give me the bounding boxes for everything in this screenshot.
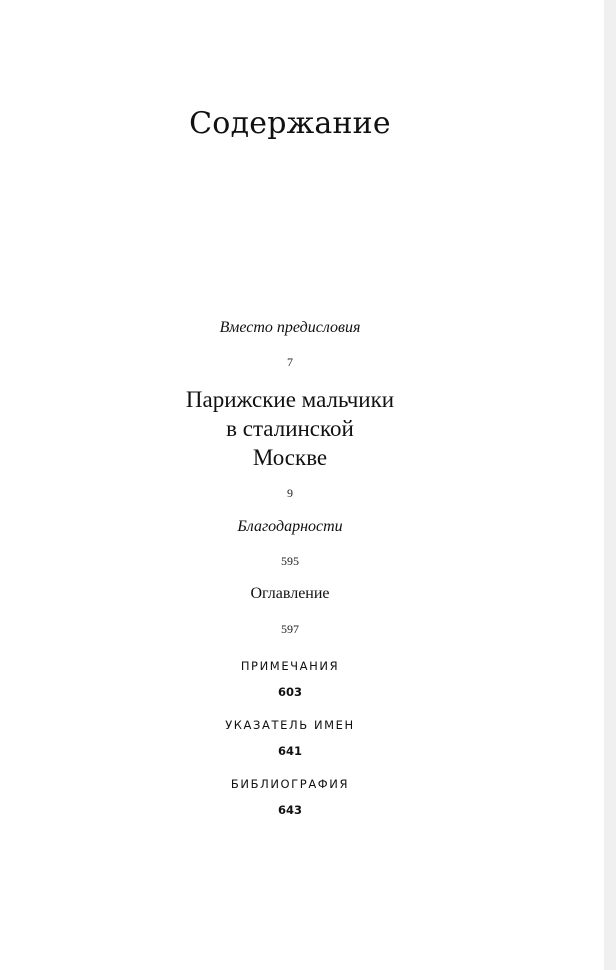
toc-page-number: 643 bbox=[277, 803, 302, 817]
toc-entry-contents: Оглавление bbox=[250, 585, 330, 602]
toc-entry-notes: ПРИМЕЧАНИЯ bbox=[240, 659, 340, 673]
toc-entry-main-line-2: в сталинской bbox=[226, 416, 354, 441]
toc-entry-index: УКАЗАТЕЛЬ ИМЕН bbox=[225, 718, 355, 732]
toc-page-number: 597 bbox=[281, 622, 299, 636]
toc-page-number: 9 bbox=[287, 486, 293, 500]
toc-page-number: 595 bbox=[281, 554, 299, 568]
toc-entry-acknowledgements: Благодарности bbox=[237, 518, 343, 535]
toc-entry-bibliography: БИБЛИОГРАФИЯ bbox=[230, 777, 350, 791]
toc-page-number: 603 bbox=[277, 685, 302, 699]
toc-entry-main-line-3: Москве bbox=[252, 445, 328, 470]
page-edge bbox=[604, 0, 616, 970]
toc-page-number: 7 bbox=[287, 355, 293, 369]
page-title: Содержание bbox=[189, 106, 391, 141]
toc-entry-main-line-1: Парижские мальчики bbox=[185, 387, 395, 412]
toc-entry-foreword: Вместо предисловия bbox=[219, 319, 361, 336]
toc-page-number: 641 bbox=[277, 744, 302, 758]
